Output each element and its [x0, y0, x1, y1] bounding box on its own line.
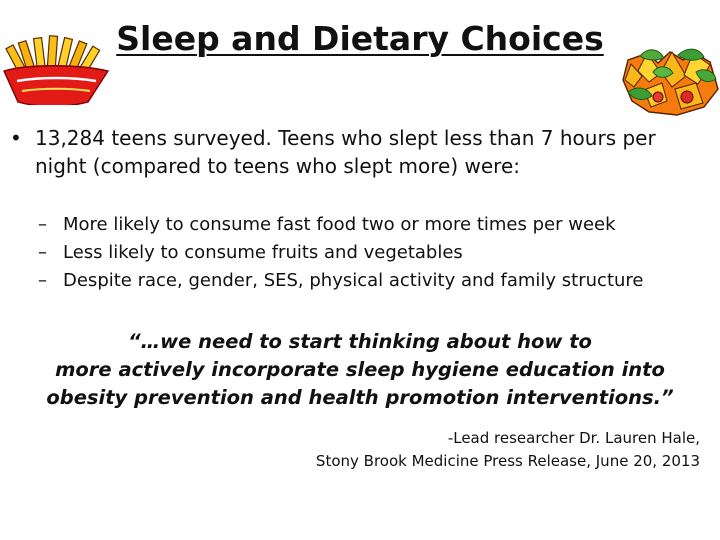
fries-clipart — [0, 33, 112, 105]
attribution-block — [200, 427, 700, 473]
attribution-line: -Lead researcher Dr. Lauren Hale, — [447, 429, 700, 447]
sub-bullet-item — [38, 211, 708, 239]
main-bullet-text: 13,284 teens surveyed. Teens who slept less than 7 hours per night (compared to teens who slept more) were: — [35, 126, 656, 178]
quote-block — [20, 328, 700, 412]
salad-clipart — [620, 45, 720, 120]
main-bullet — [10, 124, 690, 180]
sub-bullet-text: More likely to consume fast food two or more times per week — [63, 214, 616, 235]
attribution-line: Stony Brook Medicine Press Release, June 20, 2013 — [315, 452, 700, 470]
sub-bullet-marker: – — [38, 270, 47, 291]
quote-line: “…we need to start thinking about how to — [128, 330, 592, 353]
sub-bullet-marker: – — [38, 242, 47, 263]
sub-bullet-text: Despite race, gender, SES, physical activity and family structure — [63, 270, 644, 291]
sub-bullet-item — [38, 239, 708, 267]
sub-bullet-list — [38, 211, 708, 295]
bullet-marker: • — [10, 126, 22, 150]
quote-line: more actively incorporate sleep hygiene education into — [55, 358, 665, 381]
sub-bullet-marker: – — [38, 214, 47, 235]
quote-line: obesity prevention and health promotion interventions.” — [46, 386, 674, 409]
sub-bullet-text: Less likely to consume fruits and vegetables — [63, 242, 463, 263]
sub-bullet-item — [38, 267, 708, 295]
slide-title: Sleep and Dietary Choices — [116, 19, 604, 58]
